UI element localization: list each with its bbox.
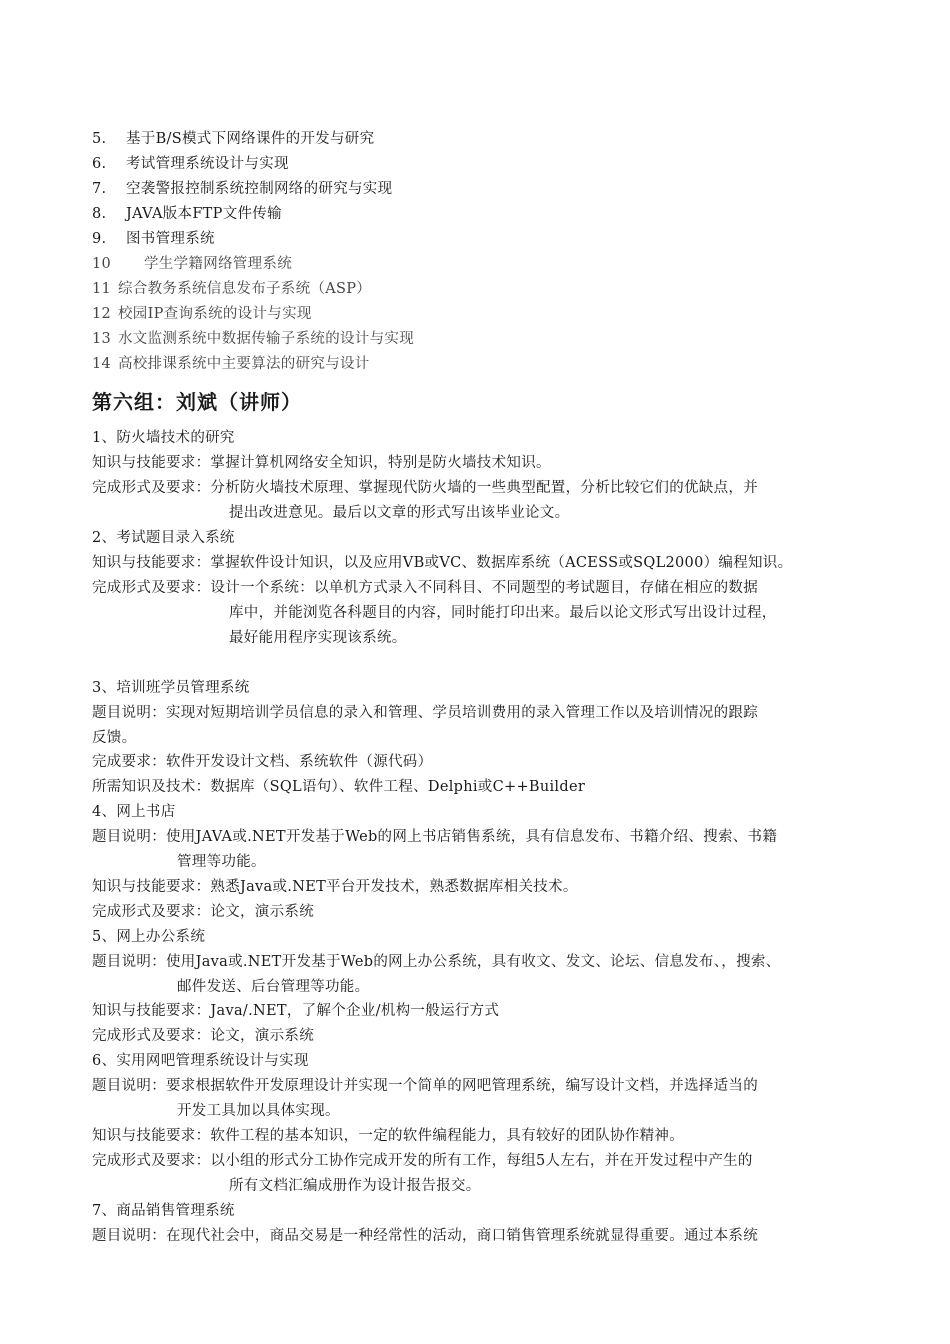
knowledge-label: 知识与技能要求：	[92, 455, 211, 471]
list-number: 7.	[92, 181, 107, 197]
list-item	[92, 254, 292, 274]
group-heading: 第六组：刘斌（讲师）	[92, 390, 302, 414]
requirement-line: 完成要求：软件开发设计文档、系统软件（源代码）	[92, 754, 433, 770]
topic-title: 5、网上办公系统	[92, 929, 206, 945]
form-label: 完成形式及要求：	[92, 1153, 211, 1169]
knowledge-label: 知识与技能要求：	[92, 555, 211, 571]
form-label: 完成形式及要求：	[92, 480, 211, 496]
topic-title: 3、培训班学员管理系统	[92, 680, 250, 696]
form-text: 设计一个系统：以单机方式录入不同科目、不同题型的考试题目，存储在相应的数据	[210, 580, 759, 596]
form-text-continued: 库中，并能浏览各科题目的内容，同时能打印出来。最后以论文形式写出设计过程，	[229, 605, 777, 621]
form-text-continued: 所有文档汇编成册作为设计报告报交。	[229, 1178, 481, 1194]
list-item	[92, 354, 370, 374]
list-number: 5.	[92, 131, 107, 147]
description-continued: 开发工具加以具体实现。	[177, 1103, 340, 1119]
list-item	[92, 304, 312, 324]
topic-title: 1、防火墙技术的研究	[92, 430, 235, 446]
list-number: 10	[92, 256, 112, 272]
form-text: 分析防火墙技术原理、掌握现代防火墙的一些典型配置，分析比较它们的优缺点，并	[210, 480, 759, 496]
description-continued: 反馈。	[92, 730, 137, 746]
knowledge-line: 知识与技能要求：软件工程的基本知识，一定的软件编程能力，具有较好的团队协作精神。	[92, 1128, 684, 1144]
knowledge-text: 掌握计算机网络安全知识，特别是防火墙技术知识。	[210, 455, 551, 471]
list-text: 考试管理系统设计与实现	[126, 156, 289, 172]
topic-title: 4、网上书店	[92, 804, 176, 820]
description-line	[92, 952, 780, 972]
form-line	[92, 478, 758, 498]
form-text-continued: 提出改进意见。最后以文章的形式写出该毕业论文。	[229, 505, 570, 521]
form-line	[92, 578, 758, 598]
topic-title: 2、考试题目录入系统	[92, 530, 235, 546]
knowledge-text: 掌握软件设计知识，以及应用VB或VC、数据库系统（ACESS或SQL2000）编程知识。	[210, 555, 793, 571]
list-item	[92, 154, 289, 174]
list-text: JAVA版本FTP文件传输	[126, 206, 282, 222]
list-text: 综合教务系统信息发布子系统（ASP）	[118, 281, 372, 297]
list-text: 水文监测系统中数据传输子系统的设计与实现	[118, 331, 414, 347]
topic-title: 6、实用网吧管理系统设计与实现	[92, 1053, 309, 1069]
knowledge-line	[92, 553, 792, 573]
form-line: 完成形式及要求：论文，演示系统	[92, 1028, 314, 1044]
list-item	[92, 329, 414, 349]
description-line: 题目说明：在现代社会中，商品交易是一种经常性的活动，商口销售管理系统就显得重要。通过本系统	[92, 1228, 758, 1244]
description-label: 题目说明：	[92, 954, 166, 970]
list-item	[92, 204, 282, 224]
form-text-continued: 最好能用程序实现该系统。	[229, 630, 407, 646]
description-text: 要求根据软件开发原理设计并实现一个简单的网吧管理系统，编写设计文档，并选择适当的	[166, 1078, 758, 1094]
list-item	[92, 129, 374, 149]
list-number: 14	[92, 356, 112, 372]
knowledge-line	[92, 453, 551, 473]
tech-line: 所需知识及技术：数据库（SQL语句）、软件工程、Delphi或C++Builder	[92, 779, 586, 795]
knowledge-line: 知识与技能要求：熟悉Java或.NET平台开发技术，熟悉数据库相关技术。	[92, 879, 578, 895]
list-text: 图书管理系统	[126, 231, 215, 247]
list-item	[92, 179, 392, 199]
description-text: 使用Java或.NET开发基于Web的网上办公系统，具有收文、发文、论坛、信息发布、，搜索、	[166, 954, 781, 970]
list-text: 高校排课系统中主要算法的研究与设计	[118, 356, 370, 372]
form-line: 完成形式及要求：论文，演示系统	[92, 904, 314, 920]
list-text: 基于B/S模式下网络课件的开发与研究	[126, 131, 375, 147]
description-continued: 邮件发送、后台管理等功能。	[177, 979, 370, 995]
list-number: 6.	[92, 156, 107, 172]
list-number: 8.	[92, 206, 107, 222]
description-label: 题目说明：	[92, 829, 166, 845]
form-line	[92, 1151, 753, 1171]
form-text: 以小组的形式分工协作完成开发的所有工作，每组5人左右，并在开发过程中产生的	[210, 1153, 753, 1169]
topic-title: 7、商品销售管理系统	[92, 1203, 235, 1219]
list-text: 校园IP查询系统的设计与实现	[118, 306, 312, 322]
list-text: 空袭警报控制系统控制网络的研究与实现	[126, 181, 393, 197]
list-number: 12	[92, 306, 112, 322]
list-number: 13	[92, 331, 112, 347]
description-text: 使用JAVA或.NET开发基于Web的网上书店销售系统，具有信息发布、书籍介绍、搜索、书籍	[166, 829, 778, 845]
description-label: 题目说明：	[92, 1078, 166, 1094]
list-text: 学生学籍网络管理系统	[144, 256, 292, 272]
list-item	[92, 229, 215, 249]
list-item	[92, 279, 371, 299]
description-line	[92, 827, 777, 847]
knowledge-line: 知识与技能要求：Java/.NET，了解个企业/机构一般运行方式	[92, 1003, 500, 1019]
description-line	[92, 1076, 758, 1096]
description-continued: 管理等功能。	[177, 854, 266, 870]
list-number: 11	[92, 281, 112, 297]
form-label: 完成形式及要求：	[92, 580, 211, 596]
description-line: 题目说明：实现对短期培训学员信息的录入和管理、学员培训费用的录入管理工作以及培训情况的跟踪	[92, 705, 758, 721]
list-number: 9.	[92, 231, 107, 247]
